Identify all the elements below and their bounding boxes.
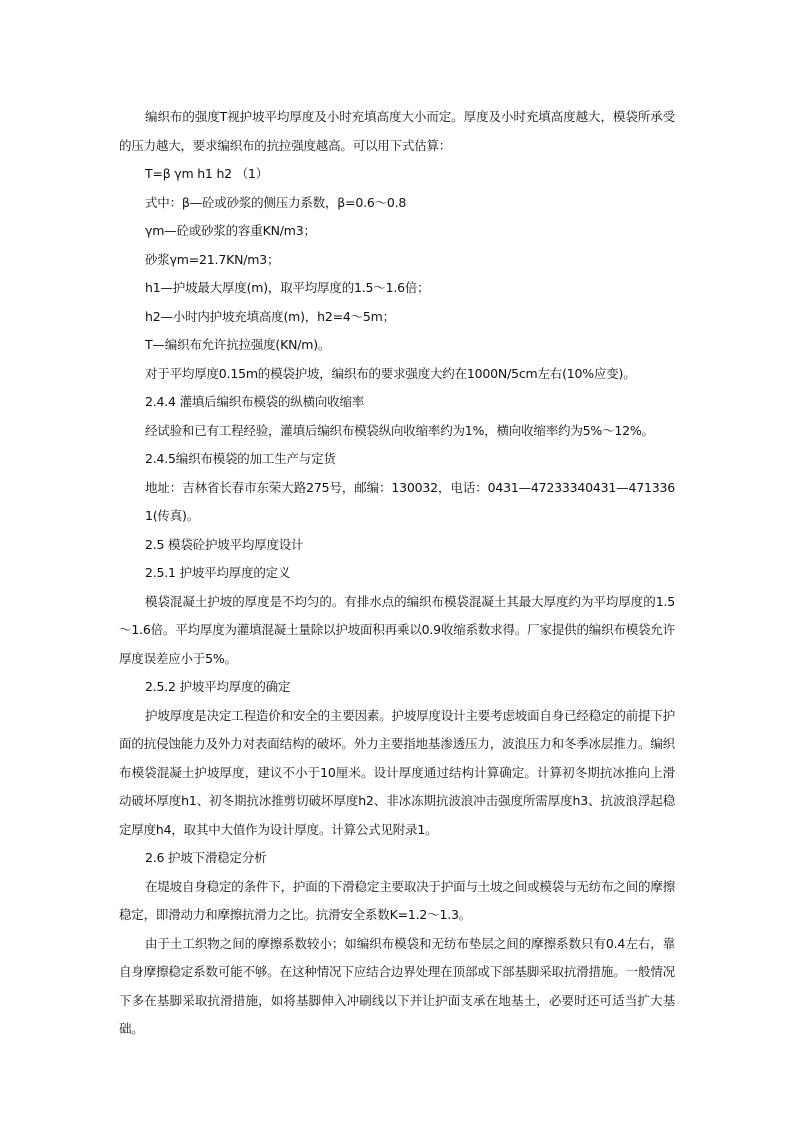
section-heading-2-4-5: 2.4.5编织布模袋的加工生产与定货: [145, 451, 336, 466]
paragraph-address: 地址：吉林省长春市东荣大路275号，邮编：130032，电话：0431—47233340431—4713361(传真)。: [145, 479, 675, 523]
section-heading-2-4-4: 2.4.4 灌填后编织布模袋的纵横向收缩率: [145, 394, 365, 409]
section-heading-2-6: 2.6 护坡下滑稳定分析: [145, 850, 267, 865]
paragraph-thickness-definition: 模袋混凝土护坡的厚度是不均匀的。有排水点的编织布模袋混凝土其最大厚度约为平均厚度的1.5～1.6倍。平均厚度为灌填混凝土量除以护坡面积再乘以0.9收缩系数求得。厂家提供的编织布模袋允许厚度误差应小于5%。: [119, 593, 675, 666]
document-body: [119, 103, 675, 1044]
section-heading-2-5-2: 2.5.2 护坡平均厚度的确定: [145, 679, 291, 694]
paragraph-thickness-determination: 护坡厚度是决定工程造价和安全的主要因素。护坡厚度设计主要考虑坡面自身已经稳定的前提下护面的抗侵蚀能力及外力对表面结构的破坏。外力主要指地基渗透压力，波浪压力和冬季冰层推力。编织布模袋混凝土护坡厚度，建议不小于10厘米。设计厚度通过结构计算确定。计算初冬期抗冰推向上滑动破坏厚度h1、初冬期抗冰推剪切破坏厚度h2、非冰冻期抗波浪冲击强度所需厚度h3、抗波浪浮起稳定厚度h4，取其中大值作为设计厚度。计算公式见附录1。: [119, 707, 675, 837]
section-heading-2-5-1: 2.5.1 护坡平均厚度的定义: [145, 565, 291, 580]
paragraph-fabric-strength: 编织布的强度T视护坡平均厚度及小时充填高度大小而定。厚度及小时充填高度越大，模袋所承受的压力越大，要求编织布的抗拉强度越高。可以用下式估算：: [119, 109, 675, 153]
formula-definition-gamma: γm—砼或砂浆的容重KN/m3；: [145, 223, 316, 238]
paragraph-sliding-stability: 在堤坡自身稳定的条件下，护面的下滑稳定主要取决于护面与土坡之间或模袋与无纺布之间的摩擦稳定，即滑动力和摩擦抗滑力之比。抗滑安全系数K=1.2～1.3。: [119, 878, 675, 922]
formula-definition-h1: h1—护坡最大厚度(m)，取平均厚度的1.5～1.6倍；: [145, 280, 430, 295]
paragraph-strength-example: 对于平均厚度0.15m的模袋护坡，编织布的要求强度大约在1000N/5cm左右(10%应变)。: [145, 365, 636, 381]
paragraph-friction-measures: 由于土工织物之间的摩擦系数较小；如编织布模袋和无纺布垫层之间的摩擦系数只有0.4左右，靠自身摩擦稳定系数可能不够。在这种情况下应结合边界处理在顶部或下部基脚采取抗滑措施。一般情况下多在基脚采取抗滑措施，如将基脚伸入冲刷线以下并让护面支承在地基土，必要时还可适当扩大基础。: [119, 935, 675, 1036]
section-heading-2-5: 2.5 模袋砼护坡平均厚度设计: [145, 536, 304, 552]
formula-line: T=β γm h1 h2 （1）: [145, 166, 269, 181]
formula-definition-t: T—编织布允许抗拉强度(KN/m)。: [145, 337, 331, 352]
formula-definition-mortar: 砂浆γm=21.7KN/m3；: [145, 251, 280, 267]
formula-definition-beta: 式中：β—砼或砂浆的侧压力系数，β=0.6～0.8: [145, 194, 407, 210]
paragraph-shrinkage: 经试验和已有工程经验，灌填后编织布模袋纵向收缩率约为1%，横向收缩率约为5%～12%。: [145, 422, 654, 438]
formula-definition-h2: h2—小时内护坡充填高度(m)，h2=4～5m；: [145, 308, 395, 324]
